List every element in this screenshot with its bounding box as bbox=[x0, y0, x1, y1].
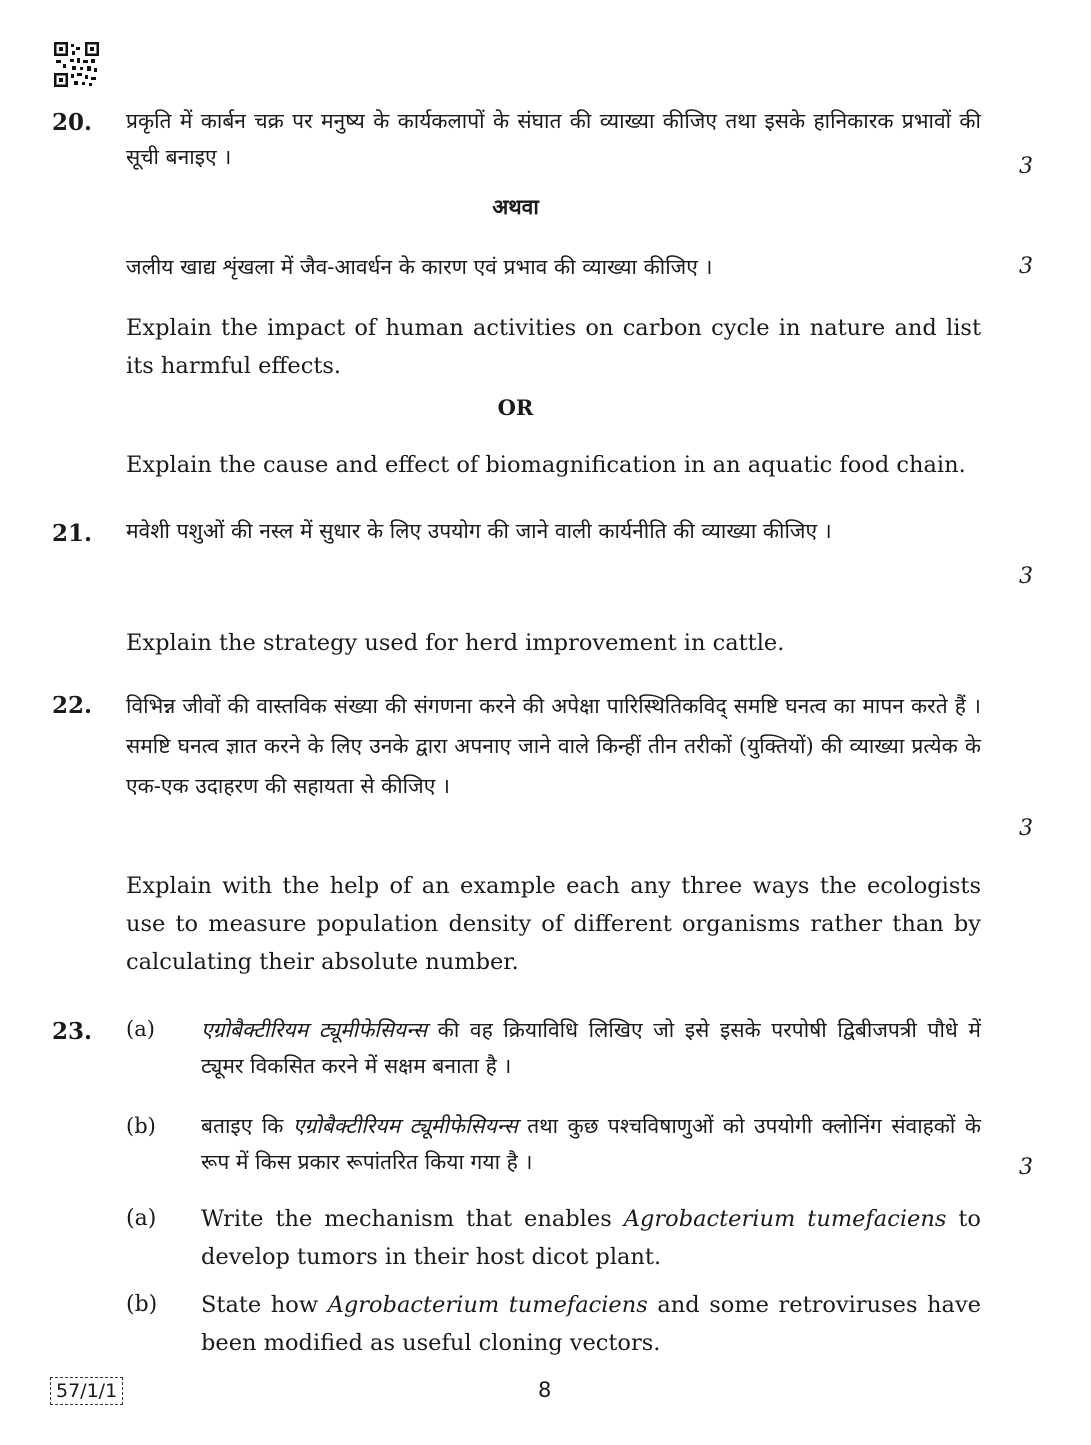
q23-hindi-a-species: एग्रोबैक्टीरियम ट्यूमीफेसियन्स bbox=[201, 1018, 428, 1042]
q20-english-text: Explain the impact of human activities on carbon cycle in nature and list its harmful effects. bbox=[126, 315, 981, 379]
q23-english-b-text: and some retroviruses have been modified as useful cloning vectors. bbox=[201, 1292, 981, 1356]
q20-alt-marks: 3 bbox=[1019, 254, 1033, 279]
q20-hindi-alternative: जलीय खाद्य शृंखला में जैव-आवर्धन के कारण एवं प्रभाव की व्याख्या कीजिए । bbox=[126, 255, 713, 279]
q20-hindi-text: प्रकृति में कार्बन चक्र पर मनुष्य के कार्यकलापों के संघात की व्याख्या कीजिए तथा इसके हानिकारक प्रभावों की सूची बनाइए । bbox=[126, 109, 981, 169]
question-number: 23. bbox=[52, 1018, 93, 1045]
q23-english-a-text: to develop tumors in their host dicot plant. bbox=[201, 1206, 981, 1270]
q23-hindi-part-a bbox=[201, 1012, 981, 1084]
q23-english-label-a: (a) bbox=[126, 1206, 157, 1231]
q22-hindi-text: विभिन्न जीवों की वास्तविक संख्या की संगणना करने की अपेक्षा पारिस्थितिकविद् समष्टि घनत्व का मापन करते हैं । समष्टि घनत्व ज्ञात करने के लिए उनके द्वारा अपनाए जाने वाले किन्हीं तीन तरीकों (युक्तियों) की व्याख्या प्रत्येक के एक-एक उदाहरण की सहायता से कीजिए । bbox=[126, 694, 981, 798]
q22-marks: 3 bbox=[1019, 816, 1033, 841]
q23-hindi-b-species: एग्रोबैक्टीरियम ट्यूमीफेसियन्स bbox=[292, 1114, 518, 1138]
q23-hindi-a-text: की वह क्रियाविधि लिखिए जो इसे इसके परपोषी द्विबीजपत्री पौधे में ट्यूमर विकसित करने में सक्षम बनाता है । bbox=[201, 1018, 981, 1078]
paper-code: 57/1/1 bbox=[50, 1377, 123, 1405]
q21-marks: 3 bbox=[1019, 564, 1033, 589]
question-number: 22. bbox=[52, 692, 93, 719]
q21-english-text: Explain the strategy used for herd improvement in cattle. bbox=[126, 630, 785, 656]
q23-english-a-start: Write the mechanism that enables bbox=[201, 1206, 624, 1232]
q22-english-text: Explain with the help of an example each any three ways the ecologists use to measure population density of different organisms rather than by calculating their absolute number. bbox=[126, 873, 981, 975]
q23-hindi-b-text: तथा कुछ पश्चविषाणुओं को उपयोगी क्लोनिंग संवाहकों के रूप में किस प्रकार रूपांतरित किया गया है । bbox=[201, 1114, 981, 1174]
q23-hindi-label-a: (a) bbox=[126, 1017, 155, 1041]
q23-english-part-b bbox=[201, 1286, 981, 1362]
q20-marks: 3 bbox=[1019, 154, 1033, 179]
qr-code-icon bbox=[54, 42, 99, 87]
q23-english-a-species: Agrobacterium tumefaciens bbox=[623, 1206, 947, 1232]
q23-english-part-a bbox=[201, 1200, 981, 1276]
q23-english-b-start: State how bbox=[201, 1292, 328, 1318]
q23-hindi-part-b bbox=[201, 1108, 981, 1180]
q23-english-b-species: Agrobacterium tumefaciens bbox=[327, 1292, 648, 1318]
q20-english-alternative: Explain the cause and effect of biomagnification in an aquatic food chain. bbox=[126, 452, 966, 478]
question-number: 20. bbox=[52, 109, 93, 136]
q20-english-or: OR bbox=[497, 395, 534, 420]
q23-hindi-b-start: बताइए कि bbox=[201, 1114, 293, 1138]
q23-hindi-label-b: (b) bbox=[126, 1114, 156, 1138]
page-number: 8 bbox=[538, 1378, 552, 1402]
q20-hindi-or: अथवा bbox=[492, 194, 539, 219]
q23-marks: 3 bbox=[1019, 1155, 1033, 1180]
question-number: 21. bbox=[52, 520, 93, 547]
q21-hindi-text: मवेशी पशुओं की नस्ल में सुधार के लिए उपयोग की जाने वाली कार्यनीति की व्याख्या कीजिए । bbox=[126, 519, 832, 543]
q23-english-label-b: (b) bbox=[126, 1292, 158, 1317]
